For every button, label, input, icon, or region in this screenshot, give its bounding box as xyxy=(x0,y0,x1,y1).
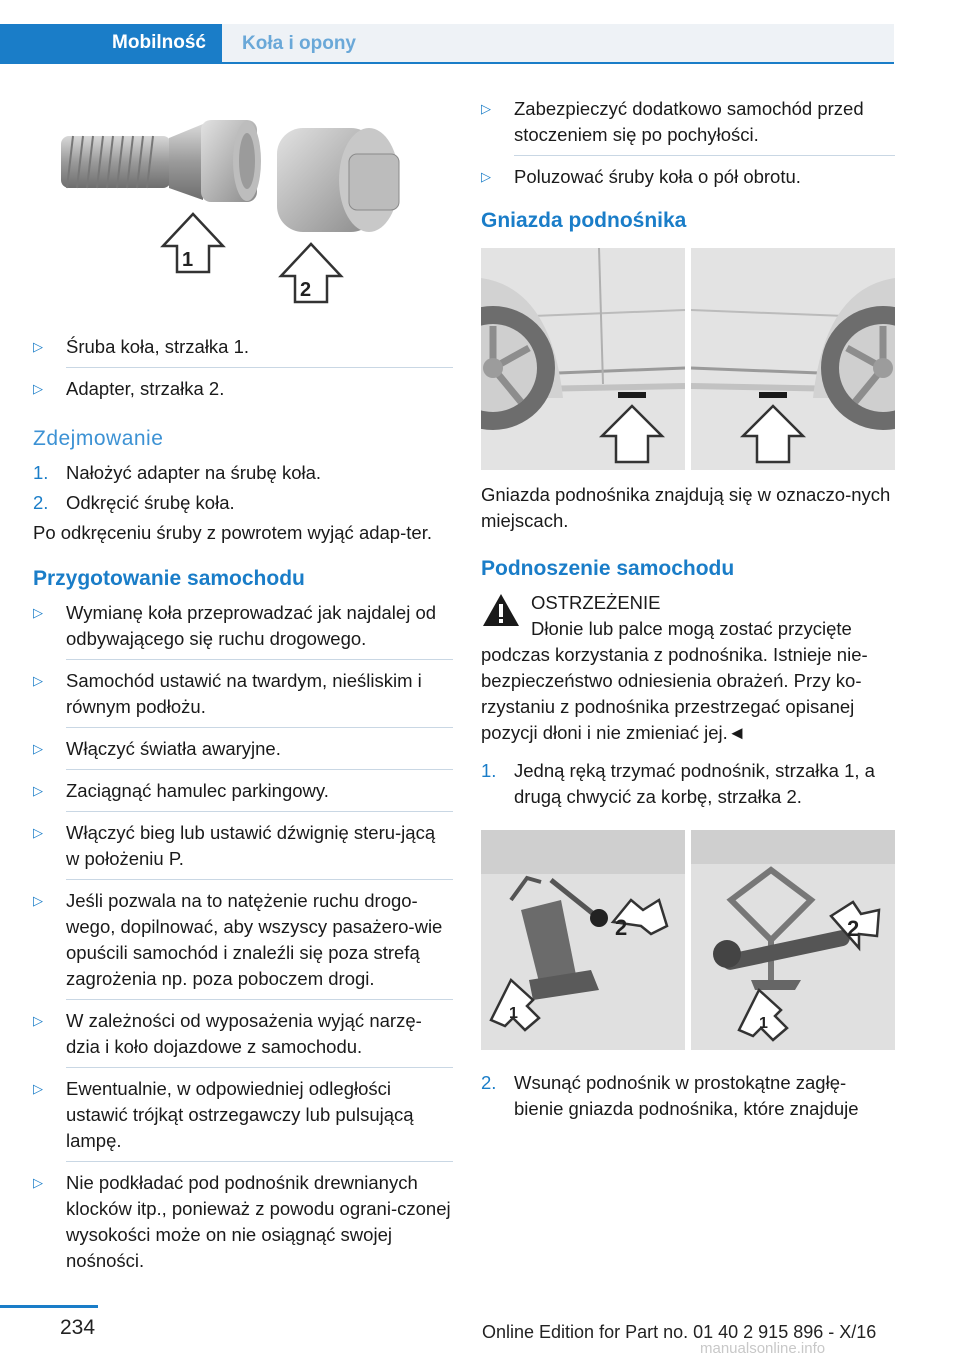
list-item: ▷ Adapter, strzałka 2. xyxy=(33,376,453,402)
section-tab-mobility xyxy=(0,24,222,64)
list-item: ▷ Śruba koła, strzałka 1. xyxy=(33,334,453,368)
arrow-label-2: 2 xyxy=(300,279,312,301)
list-item: ▷ Poluzować śruby koła o pół obrotu. xyxy=(481,164,895,190)
step-item: 1. Nałożyć adapter na śrubę koła. xyxy=(33,462,322,483)
arrow-label-1: 1 xyxy=(182,249,194,271)
list-item: ▷ Włączyć światła awaryjne. xyxy=(33,736,453,770)
warning-box xyxy=(481,590,895,638)
arrow-label-2: 2 xyxy=(847,916,860,941)
list-item: ▷ Włączyć bieg lub ustawić dźwignię steru‐jącą w położeniu P. xyxy=(33,820,453,880)
wheel-bolt-illustration xyxy=(33,96,453,328)
arrow-label-1: 1 xyxy=(759,1015,768,1032)
bullet-triangle-icon: ▷ xyxy=(33,741,43,756)
arrow-label-1: 1 xyxy=(509,1005,518,1022)
bullet-triangle-icon: ▷ xyxy=(33,1175,43,1190)
bullet-triangle-icon: ▷ xyxy=(481,101,491,116)
warning-triangle-icon xyxy=(481,592,521,628)
heading-jack-points: Gniazda podnośnika xyxy=(481,209,687,232)
warning-text: Dłonie lub palce mogą zostać przycięte podczas korzystania z podnośnika. Istnieje nie‐bezpieczeństwo odniesienia obrażeń. Przy ko‐rzystaniu z podnośnika przestrzegać opisanej pozycji dłoni i nie zmieniać jej.◄ xyxy=(481,618,868,743)
edition-note: Online Edition for Part no. 01 40 2 915 896 - X/16 xyxy=(482,1322,877,1342)
chapter-tab-label: Koła i opony xyxy=(242,33,356,54)
list-item: ▷ W zależności od wyposażenia wyjąć narzę‐dzia i koło dojazdowe z samochodu. xyxy=(33,1008,453,1068)
right-column xyxy=(481,96,895,1126)
step-item: 2. Odkręcić śrubę koła. xyxy=(33,492,235,513)
chapter-tab-wheels xyxy=(222,24,894,62)
section-tab-label: Mobilność xyxy=(112,32,206,53)
page-header xyxy=(0,0,960,64)
bullet-triangle-icon: ▷ xyxy=(33,339,43,354)
bullet-triangle-icon: ▷ xyxy=(33,1013,43,1028)
bullet-triangle-icon: ▷ xyxy=(33,381,43,396)
jack-handling-illustration xyxy=(481,830,895,1050)
bullet-triangle-icon: ▷ xyxy=(33,893,43,908)
footer-rule xyxy=(0,1305,98,1308)
paragraph-remove: Po odkręceniu śruby z powrotem wyjąć adap‐ter. xyxy=(33,522,432,543)
list-item: ▷ Jeśli pozwala na to natężenie ruchu drogo‐wego, dopilnować, aby wszyscy pasażero‐wie opuścili samochód i znaleźli się poza strefą zagrożenia np. poza poboczem drogi. xyxy=(33,888,453,1000)
car-jack-points-illustration xyxy=(481,248,895,470)
figure-jack-handling xyxy=(481,830,895,1050)
bullet-triangle-icon: ▷ xyxy=(33,783,43,798)
list-item: ▷ Wymianę koła przeprowadzać jak najdalej od odbywającego się ruchu drogowego. xyxy=(33,600,453,660)
bullet-triangle-icon: ▷ xyxy=(33,1081,43,1096)
arrow-label-2: 2 xyxy=(615,915,628,940)
heading-lift-vehicle: Podnoszenie samochodu xyxy=(481,557,735,580)
list-item: ▷ Samochód ustawić na twardym, nieśliskim i równym podłożu. xyxy=(33,668,453,728)
heading-remove: Zdejmowanie xyxy=(33,427,164,450)
left-column xyxy=(33,96,453,1282)
figure-wheel-bolt-adapter xyxy=(33,96,453,328)
list-item: ▷ Zabezpieczyć dodatkowo samochód przed stoczeniem się po pochyłości. xyxy=(481,96,895,156)
figure-jack-points xyxy=(481,248,895,470)
heading-prepare-vehicle: Przygotowanie samochodu xyxy=(33,567,305,590)
step-item: 1. Jedną ręką trzymać podnośnik, strzałka 1, a drugą chwycić za korbę, strzałka 2. xyxy=(481,760,875,807)
figure1-legend-list xyxy=(33,334,453,402)
step-item: 2. Wsunąć podnośnik w prostokątne zagłę‐bienie gniazda podnośnika, które znajduje xyxy=(481,1072,859,1119)
prepare-list xyxy=(33,600,453,1274)
list-item: ▷ Nie podkładać pod podnośnik drewnianych klocków itp., ponieważ z powodu ograni‐czonej wysokości może on nie osiągnąć swojej nośności. xyxy=(33,1172,451,1271)
page-number: 234 xyxy=(60,1316,96,1339)
list-item: ▷ Ewentualnie, w odpowiedniej odległości ustawić trójkąt ostrzegawczy lub pulsującą lampę. xyxy=(33,1076,453,1162)
bullet-triangle-icon: ▷ xyxy=(33,673,43,688)
bullet-triangle-icon: ▷ xyxy=(481,169,491,184)
secure-list xyxy=(481,96,895,190)
warning-title: OSTRZEŻENIE xyxy=(531,592,661,613)
header-rule xyxy=(0,62,894,64)
watermark: manualsonline.info xyxy=(700,1340,826,1357)
bullet-triangle-icon: ▷ xyxy=(33,825,43,840)
bullet-triangle-icon: ▷ xyxy=(33,605,43,620)
list-item: ▷ Zaciągnąć hamulec parkingowy. xyxy=(33,778,453,812)
paragraph-jack-points: Gniazda podnośnika znajdują się w oznaczo‐nych miejscach. xyxy=(481,484,891,531)
